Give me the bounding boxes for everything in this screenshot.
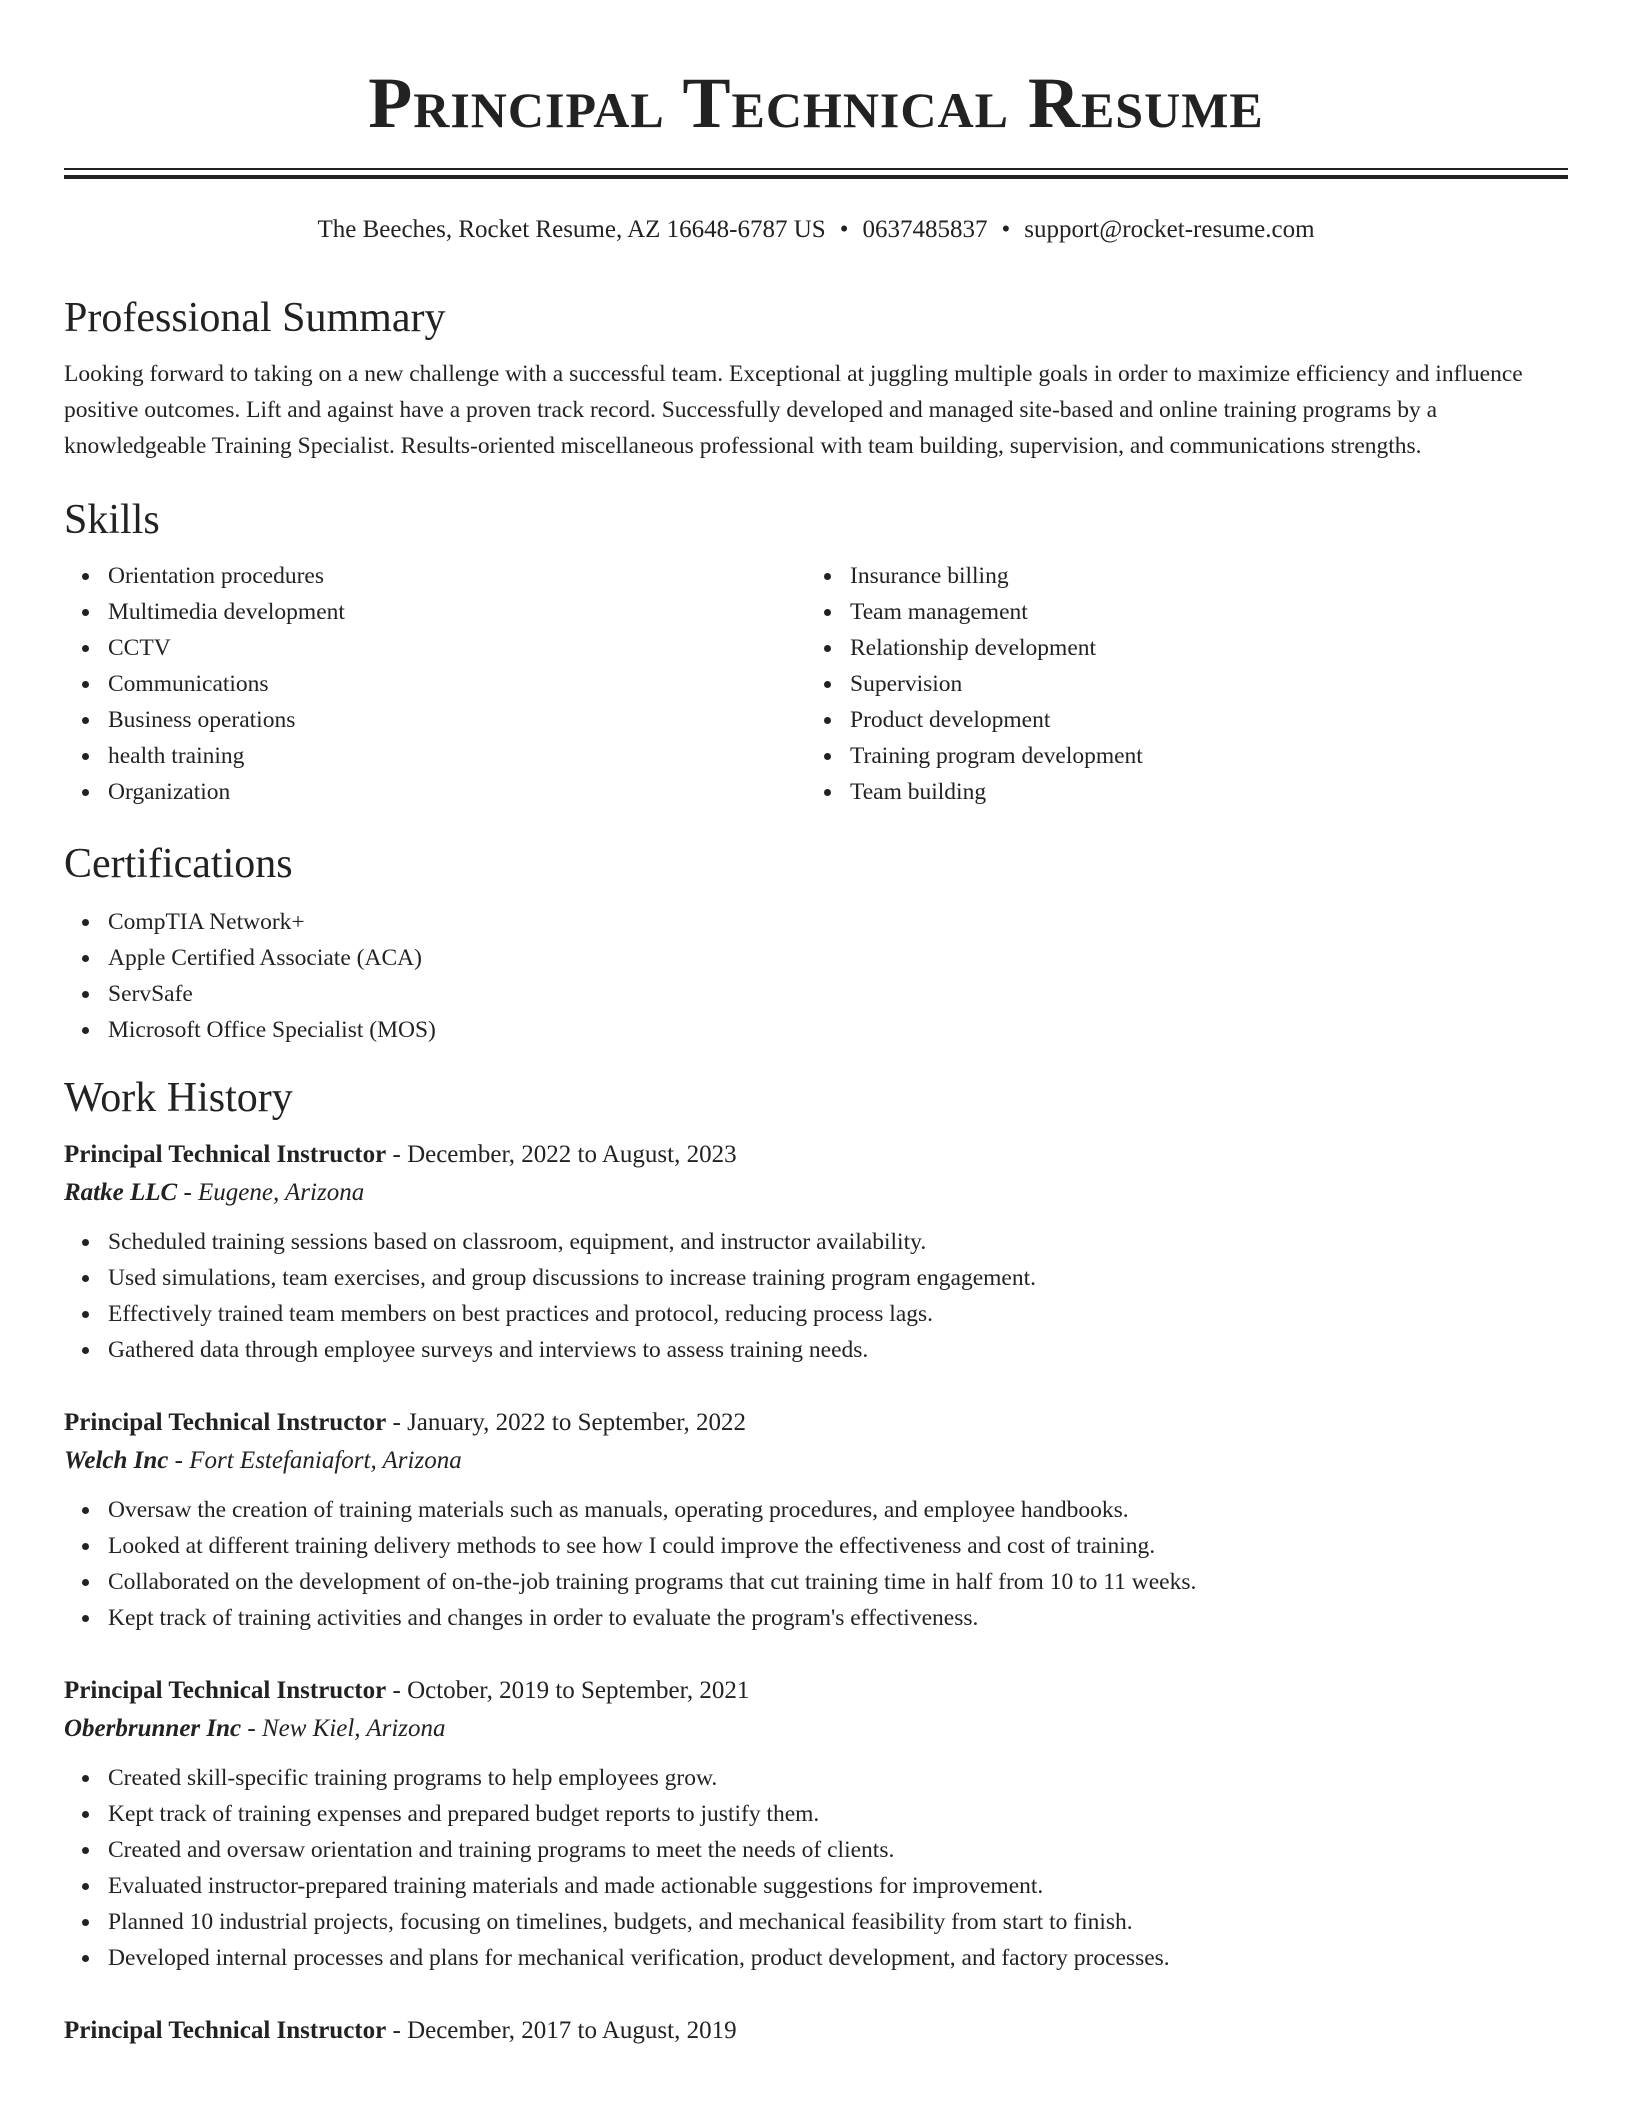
summary-section (64, 290, 1568, 464)
job-title: Principal Technical Instructor (64, 2017, 387, 2044)
contact-email: support@rocket-resume.com (1024, 216, 1315, 243)
job-company-line: Ratke LLC - Eugene, Arizona (64, 1179, 365, 1206)
job-bullet: Kept track of training expenses and prepared budget reports to justify them. (64, 1796, 1568, 1832)
job-bullets (64, 1760, 1568, 1976)
job-bullet: Planned 10 industrial projects, focusing on timelines, budgets, and mechanical feasibility from start to finish. (64, 1904, 1568, 1940)
job-entry (64, 1136, 1568, 1368)
title-rule-thick (64, 175, 1568, 179)
job-bullet: Kept track of training activities and changes in order to evaluate the program's effectiveness. (64, 1600, 1568, 1636)
job-bullet: Created skill-specific training programs to help employees grow. (64, 1760, 1568, 1796)
job-bullet: Developed internal processes and plans for mechanical verification, product development, and factory processes. (64, 1940, 1568, 1976)
resume-title: Principal Technical Resume (368, 63, 1264, 143)
job-bullet: Looked at different training delivery methods to see how I could improve the effectiveness and cost of training. (64, 1528, 1568, 1564)
skills-section (64, 492, 1568, 810)
skill-item: Business operations (64, 702, 806, 738)
job-location: New Kiel, Arizona (261, 1715, 446, 1742)
job-entry-partial (64, 2012, 1568, 2050)
job-title-line: Principal Technical Instructor - December, 2017 to August, 2019 (64, 2017, 737, 2044)
contact-address: The Beeches, Rocket Resume, AZ 16648-6787 US (317, 216, 826, 243)
work-history-heading: Work History (64, 1075, 293, 1121)
job-entry (64, 1404, 1568, 1636)
skill-item: Product development (806, 702, 1548, 738)
job-bullets (64, 1492, 1568, 1636)
job-bullet: Created and oversaw orientation and training programs to meet the needs of clients. (64, 1832, 1568, 1868)
job-company: Ratke LLC (64, 1179, 178, 1206)
skill-item: Training program development (806, 738, 1548, 774)
job-dates: October, 2019 to September, 2021 (407, 1677, 750, 1704)
skill-item: Communications (64, 666, 806, 702)
title-rule-thin (64, 168, 1568, 170)
certifications-section (64, 836, 1568, 1048)
job-title-line: Principal Technical Instructor - December, 2022 to August, 2023 (64, 1141, 737, 1168)
job-bullets (64, 1224, 1568, 1368)
skills-grid (64, 558, 1568, 810)
job-dates: December, 2017 to August, 2019 (407, 2017, 737, 2044)
job-dates: January, 2022 to September, 2022 (407, 1409, 747, 1436)
skill-item: Relationship development (806, 630, 1548, 666)
certifications-list (64, 904, 1568, 1048)
job-company-line: Oberbrunner Inc - New Kiel, Arizona (64, 1715, 446, 1742)
job-entry (64, 1672, 1568, 1976)
skills-column-left (64, 558, 806, 810)
certification-item: ServSafe (64, 976, 1568, 1012)
job-dates: December, 2022 to August, 2023 (407, 1141, 737, 1168)
skills-heading: Skills (64, 497, 160, 543)
contact-phone: 0637485837 (862, 216, 988, 243)
certification-item: Microsoft Office Specialist (MOS) (64, 1012, 1568, 1048)
job-company: Welch Inc (64, 1447, 169, 1474)
job-bullet: Gathered data through employee surveys and interviews to assess training needs. (64, 1332, 1568, 1368)
certification-item: CompTIA Network+ (64, 904, 1568, 940)
skill-item: Organization (64, 774, 806, 810)
job-bullet: Effectively trained team members on best practices and protocol, reducing process lags. (64, 1296, 1568, 1332)
skill-item: Team management (806, 594, 1548, 630)
job-company: Oberbrunner Inc (64, 1715, 242, 1742)
job-title-line: Principal Technical Instructor - October, 2019 to September, 2021 (64, 1677, 750, 1704)
skill-item: Multimedia development (64, 594, 806, 630)
job-title: Principal Technical Instructor (64, 1677, 387, 1704)
skill-item: Orientation procedures (64, 558, 806, 594)
job-bullet: Oversaw the creation of training materials such as manuals, operating procedures, and employee handbooks. (64, 1492, 1568, 1528)
skill-item: Supervision (806, 666, 1548, 702)
job-bullet: Used simulations, team exercises, and group discussions to increase training program engagement. (64, 1260, 1568, 1296)
job-location: Eugene, Arizona (198, 1179, 365, 1206)
job-title-line: Principal Technical Instructor - January, 2022 to September, 2022 (64, 1409, 747, 1436)
job-company-line: Welch Inc - Fort Estefaniafort, Arizona (64, 1447, 462, 1474)
summary-heading: Professional Summary (64, 295, 446, 341)
skill-item: health training (64, 738, 806, 774)
job-bullet: Scheduled training sessions based on classroom, equipment, and instructor availability. (64, 1224, 1568, 1260)
job-bullet: Collaborated on the development of on-the-job training programs that cut training time in half from 10 to 11 weeks. (64, 1564, 1568, 1600)
skill-item: Insurance billing (806, 558, 1548, 594)
skills-column-right (806, 558, 1548, 810)
job-title: Principal Technical Instructor (64, 1409, 387, 1436)
job-location: Fort Estefaniafort, Arizona (189, 1447, 462, 1474)
job-bullet: Evaluated instructor-prepared training materials and made actionable suggestions for improvement. (64, 1868, 1568, 1904)
job-title: Principal Technical Instructor (64, 1141, 387, 1168)
work-history-section (64, 1070, 1568, 2050)
contact-separator: • (839, 216, 849, 243)
certifications-heading: Certifications (64, 841, 293, 887)
contact-line (64, 214, 1568, 246)
resume-content (64, 290, 1568, 2086)
summary-text: Looking forward to taking on a new challenge with a successful team. Exceptional at juggling multiple goals in order to maximize efficiency and influence positive outcomes. Lift and against have a proven track record. Successfully developed and managed site-based and online training programs by a knowledgeable Training Specialist. Results-oriented miscellaneous professional with team building, supervision, and communications strengths. (64, 361, 1523, 459)
contact-separator: • (1001, 216, 1011, 243)
skill-item: CCTV (64, 630, 806, 666)
skill-item: Team building (806, 774, 1548, 810)
certification-item: Apple Certified Associate (ACA) (64, 940, 1568, 976)
